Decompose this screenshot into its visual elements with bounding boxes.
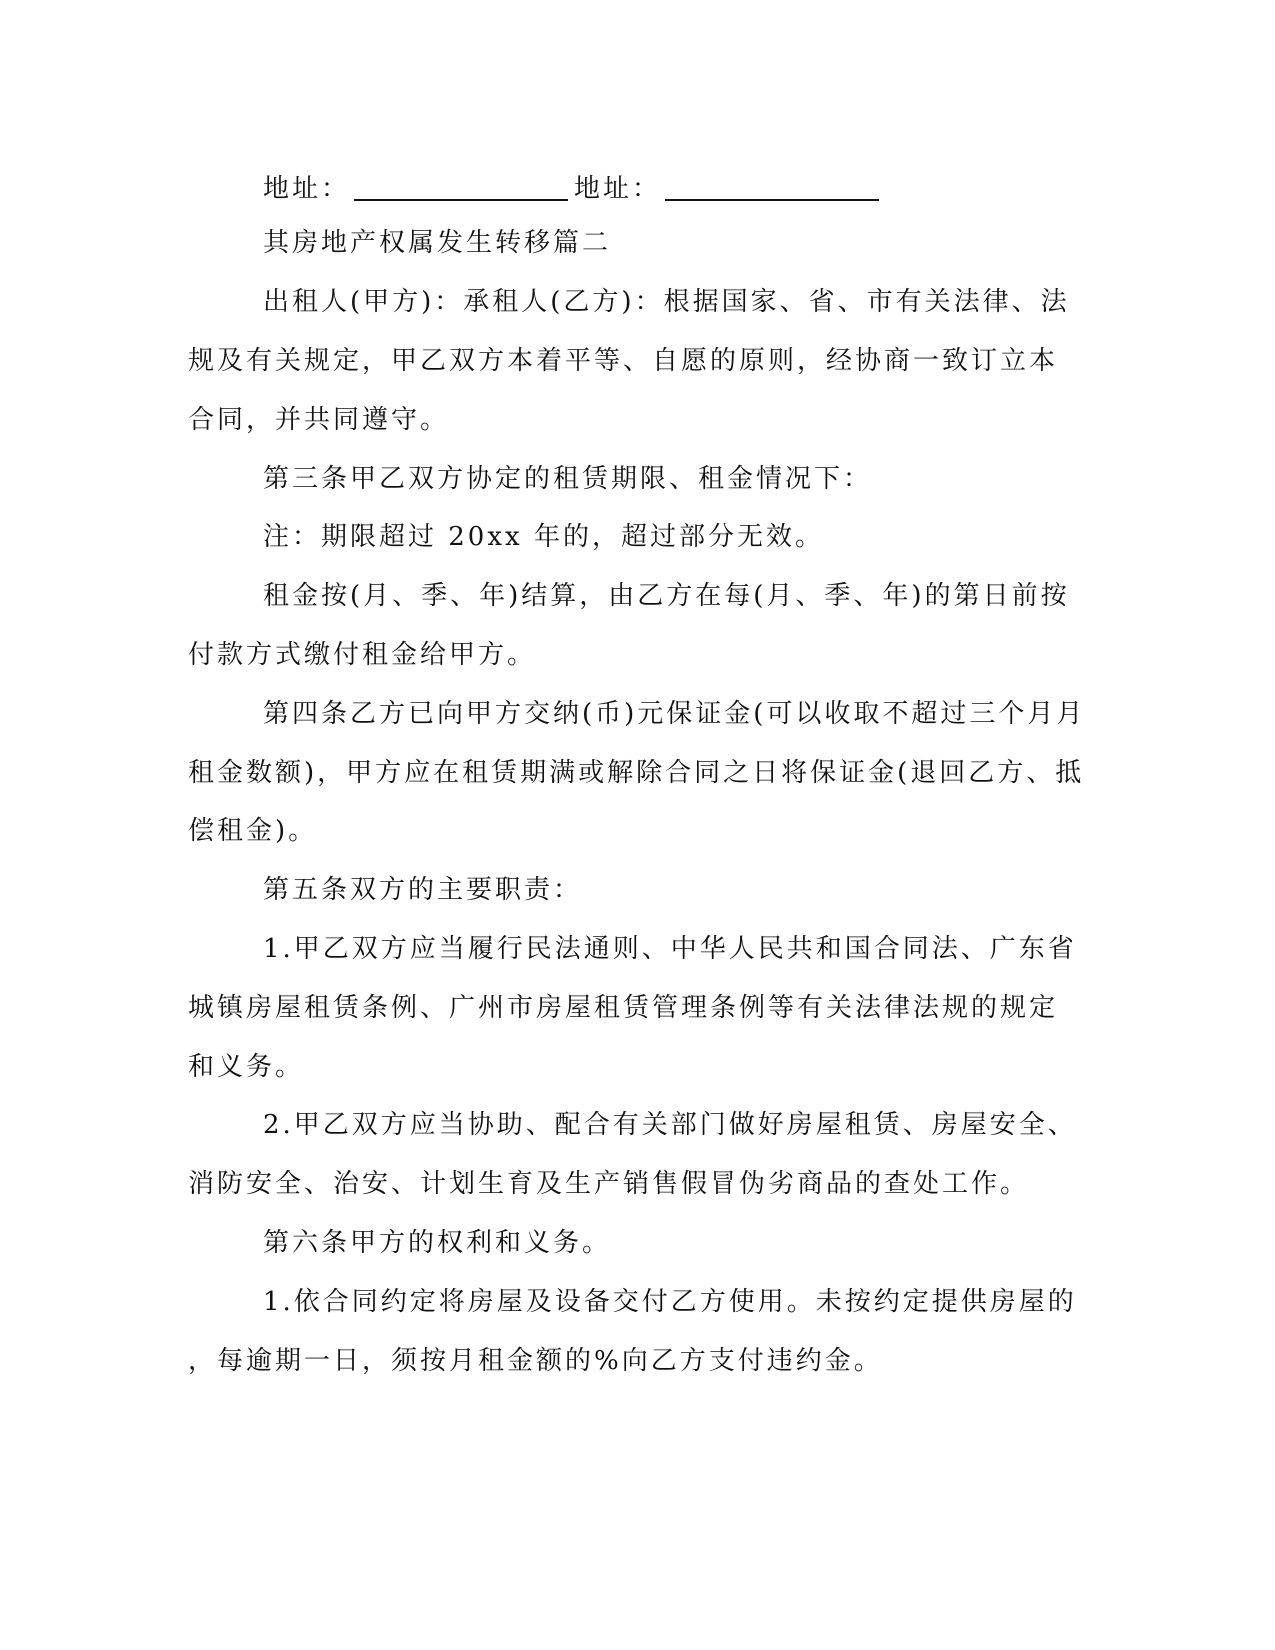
- address-label-left: 地址：: [263, 174, 351, 204]
- paragraph-line: 第四条乙方已向甲方交纳(币)元保证金(可以收取不超过三个月月: [263, 699, 1086, 729]
- paragraph-line: 注：期限超过 20xx 年的，超过部分无效。: [263, 522, 824, 552]
- paragraph-line: 1.甲乙双方应当履行民法通则、中华人民共和国合同法、广东省: [263, 934, 1077, 964]
- address-blank-right: [665, 199, 879, 201]
- paragraph-line: 1.依合同约定将房屋及设备交付乙方使用。未按约定提供房屋的: [263, 1287, 1077, 1317]
- paragraph-line: 偿租金)。: [188, 816, 318, 846]
- paragraph-line: 第三条甲乙双方协定的租赁期限、租金情况下：: [263, 464, 873, 494]
- paragraph-line: 和义务。: [188, 1052, 305, 1082]
- address-row: [263, 172, 885, 206]
- section-heading: 其房地产权属发生转移篇二: [263, 228, 612, 258]
- address-blank-left: [354, 199, 568, 201]
- paragraph-line: 2.甲乙双方应当协助、配合有关部门做好房屋租赁、房屋安全、: [263, 1110, 1077, 1140]
- paragraph-line: 租金按(月、季、年)结算，由乙方在每(月、季、年)的第日前按: [263, 581, 1070, 611]
- paragraph-line: 付款方式缴付租金给甲方。: [188, 640, 537, 670]
- paragraph-line: 消防安全、治安、计划生育及生产销售假冒伪劣商品的查处工作。: [188, 1169, 1030, 1199]
- paragraph-line: 城镇房屋租赁条例、广州市房屋租赁管理条例等有关法律法规的规定: [188, 993, 1059, 1023]
- paragraph-line: 第五条双方的主要职责：: [263, 875, 583, 905]
- paragraph-line: 规及有关规定，甲乙双方本着平等、自愿的原则，经协商一致订立本: [188, 346, 1059, 376]
- paragraph-line: 第六条甲方的权利和义务。: [263, 1228, 612, 1258]
- address-label-right: 地址：: [574, 174, 662, 204]
- paragraph-line: 合同，并共同遵守。: [188, 405, 450, 435]
- paragraph-line: 出租人(甲方)：承租人(乙方)：根据国家、省、市有关法律、法: [263, 287, 1070, 317]
- paragraph-line: ，每逾期一日，须按月租金额的%向乙方支付违约金。: [188, 1346, 883, 1376]
- paragraph-line: 租金数额)，甲方应在租赁期满或解除合同之日将保证金(退回乙方、抵: [188, 758, 1085, 788]
